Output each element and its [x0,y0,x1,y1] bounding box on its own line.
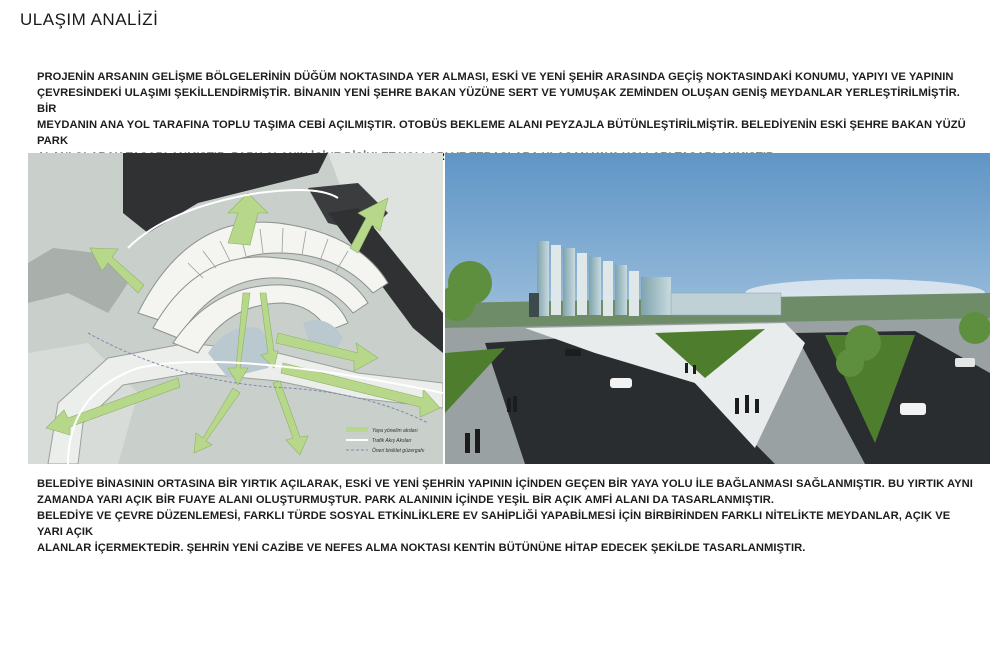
outro-line: BELEDİYE VE ÇEVRE DÜZENLEMESİ, FARKLI TÜRDE SOSYAL ETKİNLİKLERE EV SAHİPLİĞİ YAPABİLMESİ İÇİN BİRBİRİNDEN FARKLI NİTELİKTE MEYDANLAR, AÇIK VE YARI AÇIK [37,510,951,538]
architectural-render [445,153,990,464]
render-image [445,153,990,464]
page-title: ULAŞIM ANALİZİ [20,10,159,29]
outro-line: ALANLAR İÇERMEKTEDİR. ŞEHRİN YENİ CAZİBE VE NEFES ALMA NOKTASI KENTİN BÜTÜNÜNE HİTAP EDECEK ŞEKİLDE TASARLANMIŞTIR. [37,542,806,554]
intro-line: MEYDANIN ANA YOL TARAFINA TOPLU TAŞIMA CEBİ AÇILMIŞTIR. OTOBÜS BEKLEME ALANI PEYZAJLA BÜTÜNLEŞTİRİLMİŞTİR. BELEDİYENİN ESKİ ŞEHRE BAKAN YÜZÜ PARK [37,119,966,147]
intro-paragraph [37,69,977,165]
outro-line: BELEDİYE BİNASININ ORTASINA BİR YIRTIK AÇILARAK, ESKİ VE YENİ ŞEHRİN YAPININ İÇİNDEN GEÇEN BİR YAYA YOLU İLE BAĞLANMASI SAĞLANMIŞTIR. BU YIRTIK AYNI [37,478,973,490]
legend-label-bicycle: Öneri bisiklet güzergahı [372,448,425,454]
intro-line: ÇEVRESİNDEKİ ULAŞIMI ŞEKİLLENDİRMİŞTİR. BİNANIN YENİ ŞEHRE BAKAN YÜZÜNE SERT VE YUMUŞAK ZEMİNDEN OLUŞAN GENİŞ MEYDANLAR YERLEŞTİRİLMİŞTİR. BİR [37,87,960,115]
legend-swatch-pedestrian [346,427,368,432]
outro-line: ZAMANDA YARI AÇIK BİR FUAYE ALANI OLUŞTURMUŞTUR. PARK ALANININ İÇİNDE YEŞİL BİR AÇIK AMFİ ALANI DA TASARLANMIŞTIR. [37,494,775,506]
site-plan-drawing [28,153,443,464]
site-plan-diagram [28,153,443,464]
intro-line: PROJENİN ARSANIN GELİŞME BÖLGELERİNİN DÜĞÜM NOKTASINDA YER ALMASI, ESKİ VE YENİ ŞEHİR ARASINDA GEÇİŞ NOKTASINDAKİ KONUMU, YAPIYI VE YAPININ [37,71,954,83]
outro-paragraph [37,476,977,556]
legend-label-traffic: Trafik Akış Aksları [372,438,412,444]
legend-label-pedestrian: Yaya yönelim aksları [372,428,418,434]
